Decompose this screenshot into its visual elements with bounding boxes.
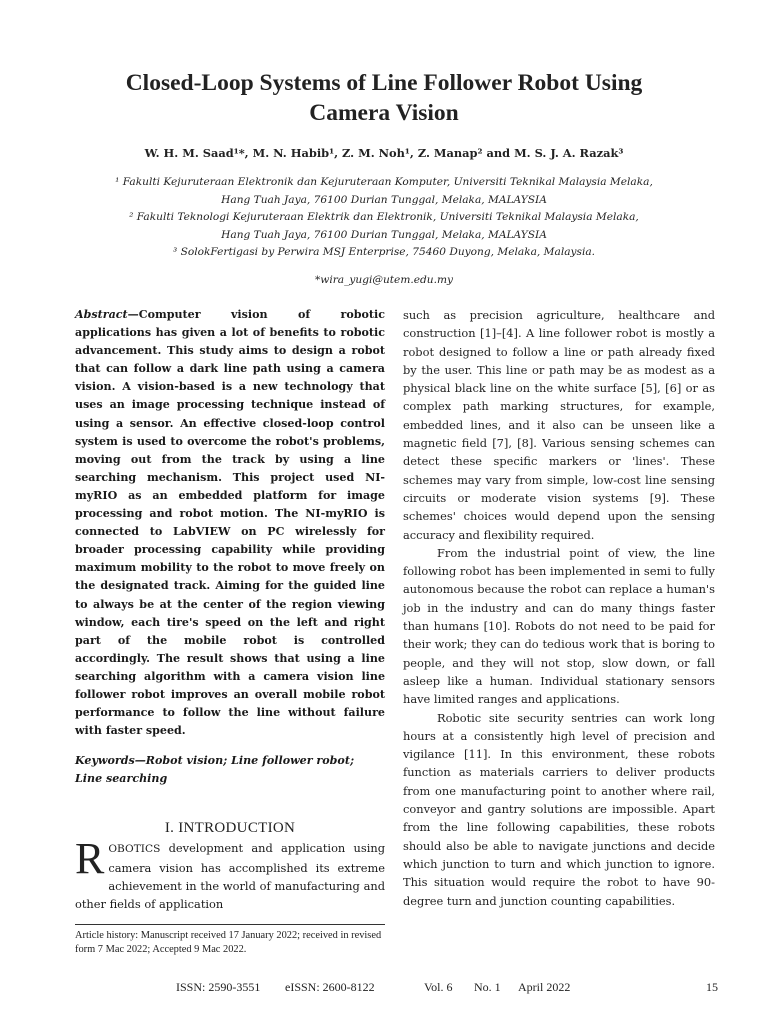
- article-history-footnote: Article history: Manuscript received 17 January 2022; received in revised form 7 Mac 2022; Accepted 9 Mac 2022.: [75, 930, 382, 955]
- corresponding-email: *wira_yugi@utem.edu.my: [314, 274, 454, 286]
- title-line-2: Camera Vision: [309, 100, 459, 126]
- affiliations: [40, 174, 728, 262]
- affiliation-line: ³ SolokFertigasi by Perwira MSJ Enterprise, 75460 Duyong, Melaka, Malaysia.: [172, 246, 596, 259]
- page-number: 15: [706, 980, 718, 994]
- abstract-text: —Computer vision of robotic applications has given a lot of benefits to robotic advancement. This study aims to design a robot that can follow a dark line path using a camera vision. A vision-based is a new technology that uses an image processing technique instead of using a sensor. An effective closed-loop control system is used to overcome the robot's problems, moving out from the track by using a line searching mechanism. This project used NI-myRIO as an embedded platform for image processing and robot motion. The NI-myRIO is connected to LabVIEW on PC wirelessly for broader processing capability while providing maximum mobility to the robot to move freely on the designated track. Aiming for the guided line to always be at the center of the region viewing window, each tire's speed on the left and right part of the mobile robot is controlled accordingly. The result shows that using a line searching algorithm with a camera vision line follower robot improves an overall mobile robot performance to follow the line without failure with faster speed.: [75, 308, 385, 738]
- abstract: [75, 306, 385, 740]
- footer-date: April 2022: [518, 980, 571, 994]
- body-paragraph: Robotic site security sentries can work long hours at a consistently high level of precision and vigilance [11]. In this environment, these robots function as materials carriers to deliver products from one manufacturing point to another where rail, conveyor and gantry solutions are impossible. Apart from the line following capabilities, these robots should also be able to navigate junctions and decide which junction to turn and which junction to ignore. This situation would require the robot to have 90-degree turn and junction counting capabilities.: [403, 710, 715, 908]
- drop-cap: R: [75, 834, 105, 884]
- footer-volume: Vol. 6: [424, 980, 453, 994]
- footer-number: No. 1: [474, 980, 501, 994]
- body-paragraph: such as precision agriculture, healthcare and construction [1]–[4]. A line follower robot is mostly a robot designed to follow a line or path already fixed by the user. This line or path may be as modest as a physical black line on the white surface [5], [6] or as complex path marking structures, for example, embedded lines, and it also can be unseen like a magnetic field [7], [8]. Various sensing schemes can detect these specific markers or 'lines'. These schemes may vary from simple, low-cost line sensing circuits or moderate vision systems [9]. These schemes' choices would depend upon the sensing accuracy and flexibility required.: [403, 308, 715, 542]
- intro-smallcaps: OBOTICS: [108, 843, 161, 856]
- footnote-divider: [75, 924, 385, 925]
- author-list: W. H. M. Saad¹*, M. N. Habib¹, Z. M. Noh¹, Z. Manap² and M. S. J. A. Razak³: [144, 146, 624, 160]
- left-column: [75, 306, 385, 914]
- affiliation-line: Hang Tuah Jaya, 76100 Durian Tunggal, Melaka, MALAYSIA: [221, 228, 547, 241]
- intro-paragraph: [75, 834, 385, 913]
- affiliation-line: Hang Tuah Jaya, 76100 Durian Tunggal, Melaka, MALAYSIA: [221, 193, 547, 206]
- keywords: Keywords—Robot vision; Line follower robot; Line searching: [75, 754, 355, 786]
- section-heading: I. INTRODUCTION: [164, 820, 296, 837]
- body-paragraph: From the industrial point of view, the line following robot has been implemented in semi to fully autonomous because the robot can replace a human's job in the industry and can do many things faster than humans [10]. Robots do not need to be paid for their work; they can do tedious work that is boring to people, and they will not stop, slow down, or fall asleep like a human. Individual stationary sensors have limited ranges and applications.: [403, 545, 715, 707]
- paper-title: [40, 68, 728, 128]
- intro-text: development and application using camera vision has accomplished its extreme achievement in the world of manufacturing and other fields of application: [75, 841, 385, 912]
- footer-eissn: eISSN: 2600-8122: [285, 980, 375, 994]
- abstract-label: Abstract: [75, 308, 128, 321]
- right-column: [403, 306, 715, 910]
- affiliation-line: ² Fakulti Teknologi Kejuruteraan Elektrik dan Elektronik, Universiti Teknikal Malaysia Melaka,: [129, 211, 639, 224]
- affiliation-line: ¹ Fakulti Kejuruteraan Elektronik dan Kejuruteraan Komputer, Universiti Teknikal Malaysia Melaka,: [115, 176, 653, 188]
- title-line-1: Closed-Loop Systems of Line Follower Robot Using: [125, 70, 643, 96]
- footer-issn: ISSN: 2590-3551: [176, 980, 261, 994]
